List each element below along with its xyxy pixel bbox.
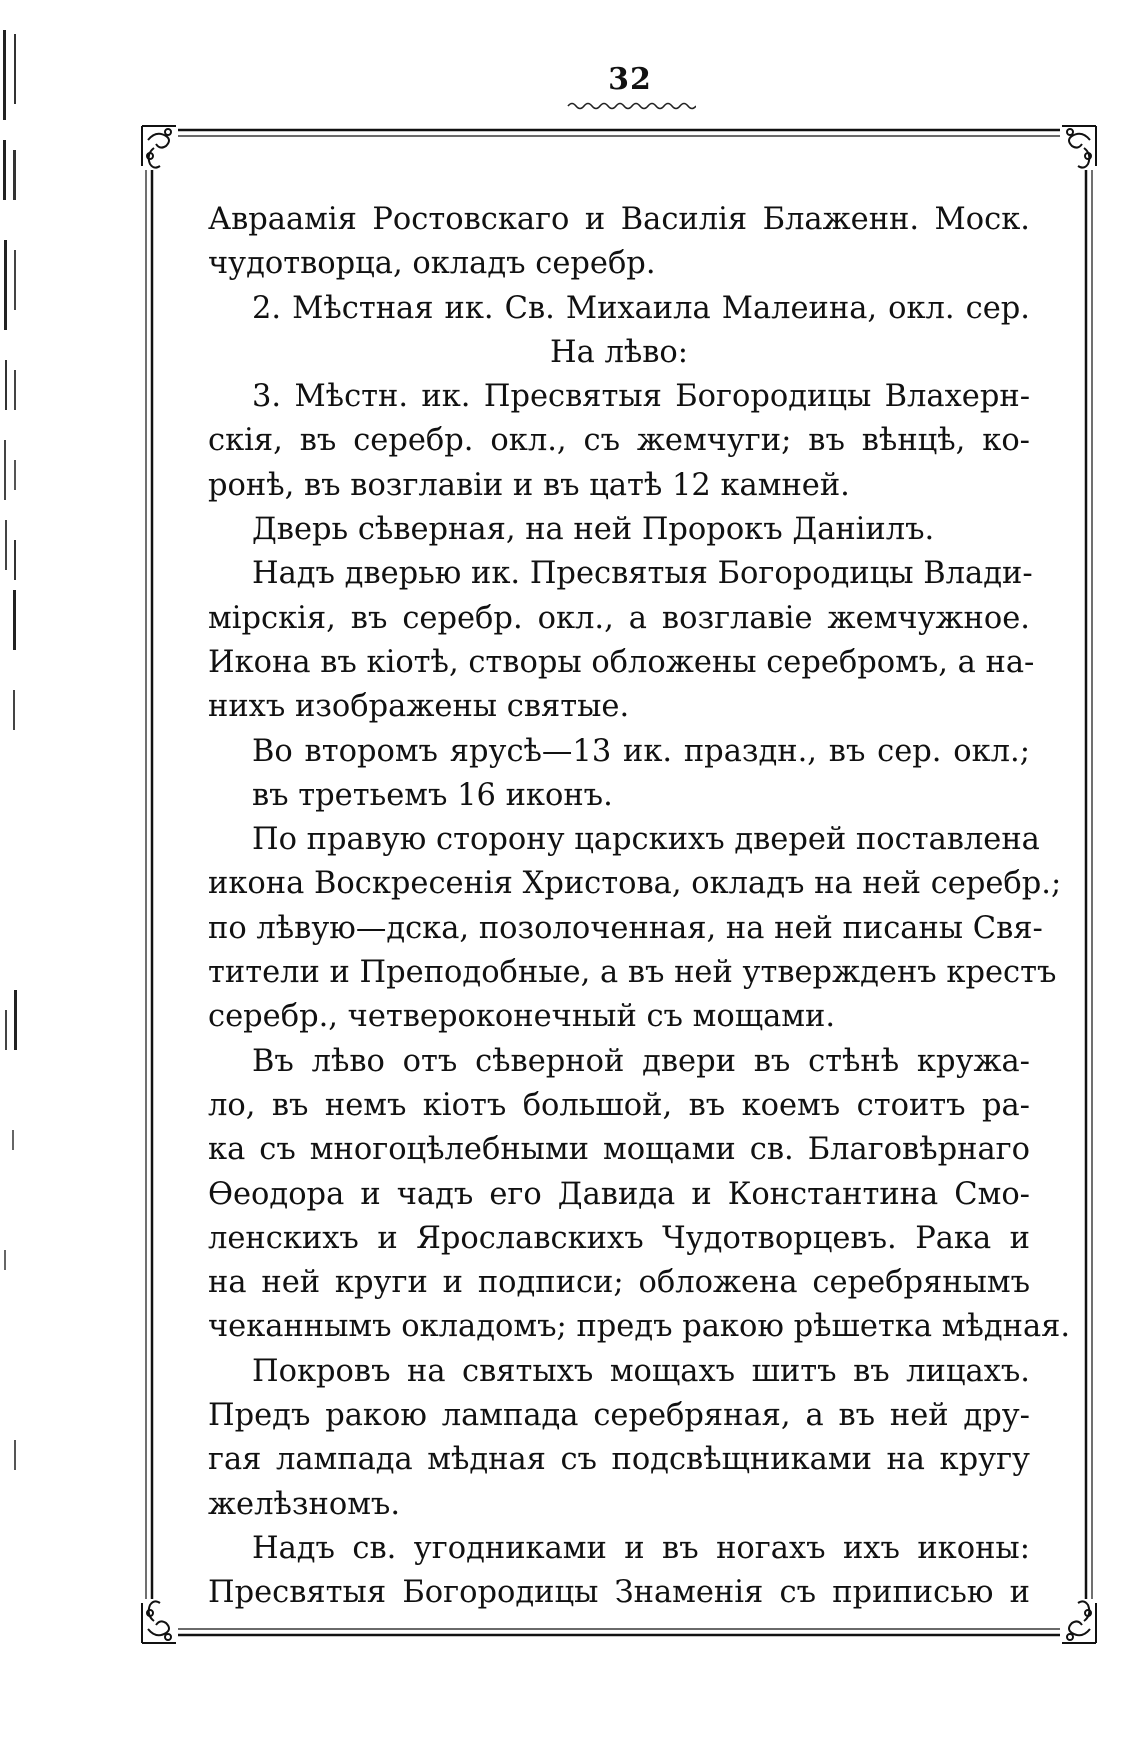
section-heading: На лѣво: — [549, 334, 689, 370]
text-line: Авраамія Ростовскаго и Василія Блаженн. Моск. — [208, 202, 1030, 237]
page-number-wavy-underline — [566, 100, 696, 112]
text-line: на ней круги и подписи; обложена серебрянымъ — [208, 1265, 1030, 1301]
text-line: Во второмъ ярусѣ—13 ик. праздн., въ сер. окл.; — [252, 733, 1030, 769]
text-line: чудотворца, окладъ серебр. — [208, 246, 656, 282]
text-line: скія, въ серебр. окл., съ жемчуги; въ вѣнцѣ, ко- — [208, 423, 1030, 459]
text-line: Пресвятыя Богородицы Знаменія съ приписью и — [208, 1575, 1030, 1611]
corner-ornament-top-left — [142, 126, 176, 168]
text-line: ло, въ немъ кіотъ большой, въ коемъ стоитъ ра- — [208, 1087, 1030, 1123]
text-line: Покровъ на святыхъ мощахъ шитъ въ лицахъ. — [252, 1353, 1030, 1389]
text-line: ленскихъ и Ярославскихъ Чудотворцевъ. Рака и — [208, 1220, 1030, 1256]
text-line: икона Воскресенія Христова, окладъ на ней серебр.; — [208, 866, 1062, 902]
text-line: Надъ св. угодниками и въ ногахъ ихъ иконы: — [252, 1530, 1030, 1566]
corner-ornament-bottom-right — [1062, 1601, 1096, 1643]
text-line: Икона въ кіотѣ, створы обложены серебромъ, а на- — [208, 644, 1035, 680]
text-line: чеканнымъ окладомъ; предъ ракою рѣшетка мѣдная. — [208, 1309, 1071, 1345]
text-line: тители и Преподобные, а въ ней утвержденъ крестъ — [208, 955, 1057, 991]
text-line: Надъ дверью ик. Пресвятыя Богородицы Влади- — [252, 556, 1033, 592]
text-line: Предъ ракою лампада серебряная, а въ ней дру- — [208, 1398, 1030, 1434]
corner-ornament-bottom-left — [142, 1601, 176, 1643]
text-line: Ѳеодора и чадъ его Давида и Константина Смо- — [208, 1176, 1030, 1212]
text-line: Дверь сѣверная, на ней Пророкъ Даніилъ. — [252, 512, 935, 548]
text-line: гая лампада мѣдная съ подсвѣщниками на кругу — [208, 1442, 1030, 1478]
text-line: 3. Мѣстн. ик. Пресвятыя Богородицы Влахерн- — [252, 379, 1030, 415]
text-line: ронѣ, въ возглавіи и въ цатѣ 12 камней. — [208, 467, 850, 503]
text-line: по лѣвую—дска, позолоченная, на ней писаны Свя- — [208, 910, 1043, 946]
text-line: серебр., четвероконечный съ мощами. — [208, 999, 836, 1035]
text-line: ка съ многоцѣлебными мощами св. Благовѣрнаго — [208, 1132, 1030, 1168]
text-line: мірскія, въ серебр. окл., а возглавіе жемчужное. — [208, 600, 1030, 636]
page-number: 32 — [608, 62, 652, 97]
corner-ornament-top-right — [1062, 126, 1096, 168]
text-line: По правую сторону царскихъ дверей поставлена — [252, 822, 1040, 858]
text-line: Въ лѣво отъ сѣверной двери въ стѣнѣ кружа- — [252, 1043, 1030, 1079]
text-line: въ третьемъ 16 иконъ. — [252, 777, 613, 813]
text-line: 2. Мѣстная ик. Св. Михаила Малеина, окл. сер. — [252, 290, 1030, 326]
text-line: нихъ изображены святые. — [208, 689, 630, 725]
body-text — [208, 198, 1071, 1628]
text-line: желѣзномъ. — [208, 1486, 401, 1522]
binding-edge-marks — [0, 0, 26, 1746]
